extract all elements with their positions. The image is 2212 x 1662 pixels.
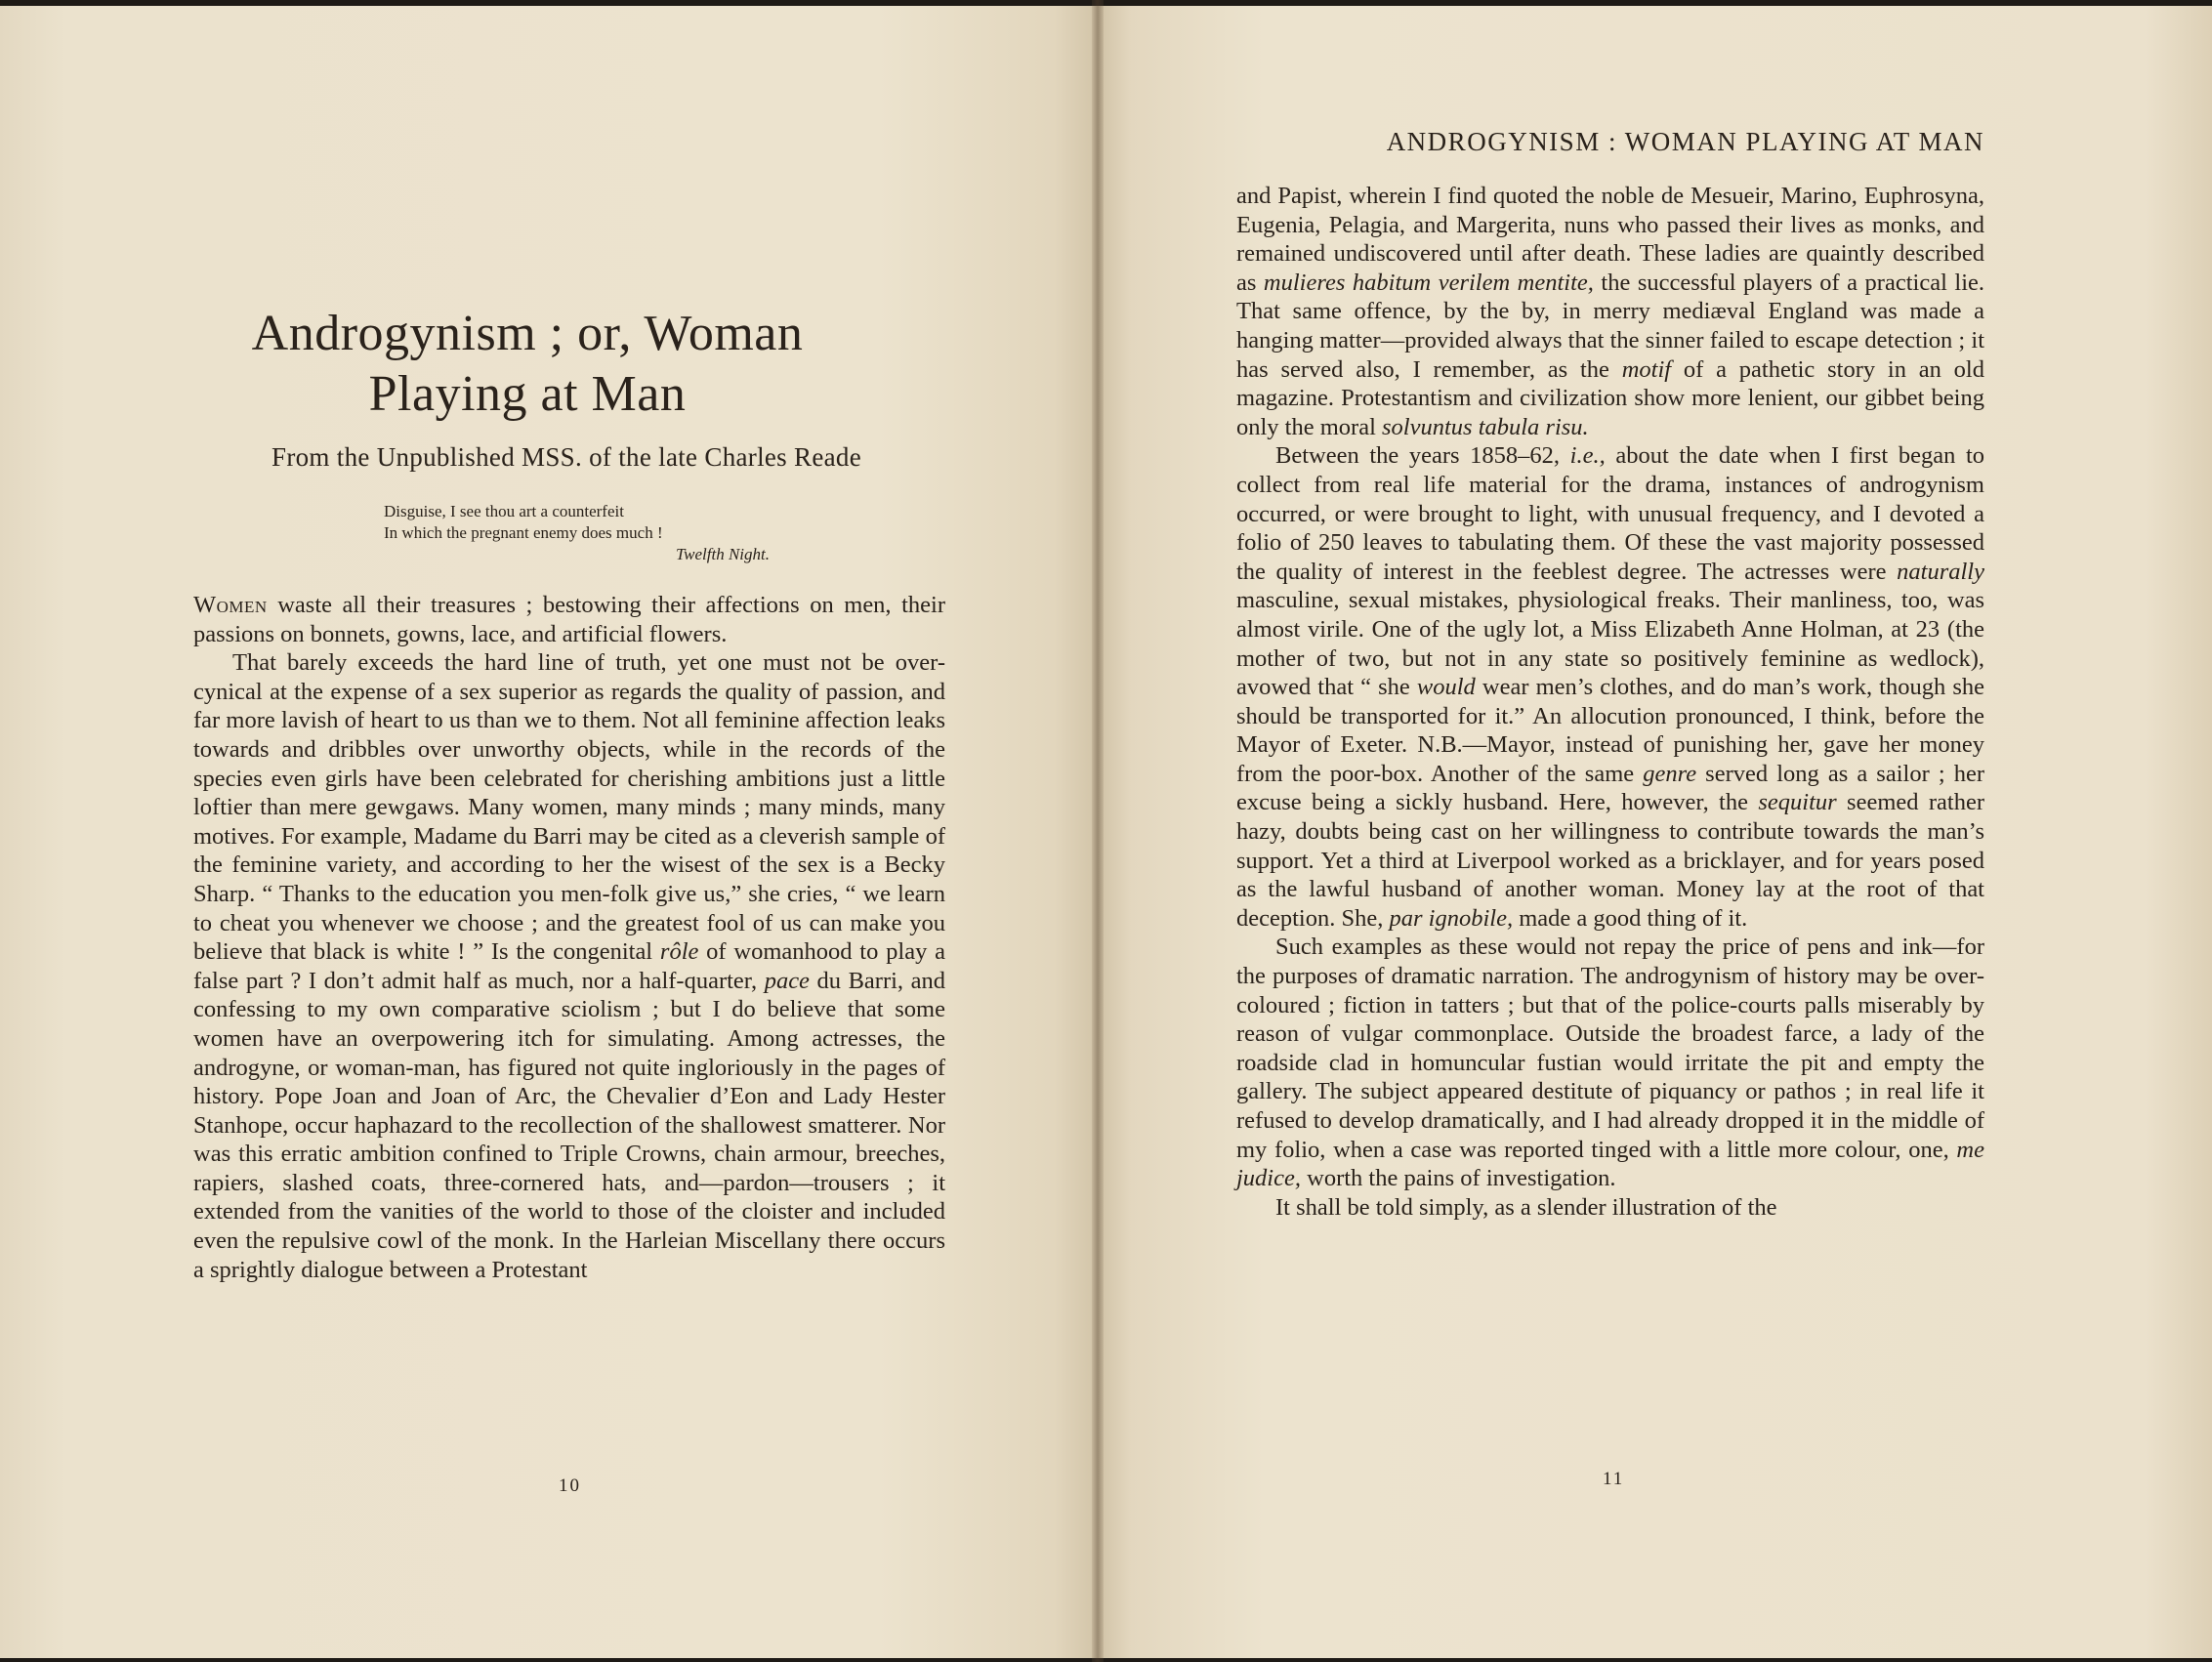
title-line-2: Playing at Man <box>368 366 687 422</box>
italic-term: naturally <box>1897 558 1984 585</box>
running-head: ANDROGYNISM : WOMAN PLAYING AT MAN <box>1386 127 1984 156</box>
italic-term: i.e., <box>1569 442 1606 470</box>
paragraph: Women waste all their treasures ; bestowing their affections on men, their passions on bonnets, gowns, lace, and artificial flowers. <box>193 592 945 647</box>
paragraph: It shall be told simply, as a slender illustration of the <box>1275 1193 1777 1221</box>
italic-term: motif <box>1621 355 1672 383</box>
epigraph-line-1: Disguise, I see thou art a counterfeit <box>384 502 624 520</box>
page-number: 11 <box>1603 1469 1625 1489</box>
page-number: 10 <box>559 1475 581 1496</box>
paragraph: Such examples as these would not repay the price of pens and ink—for the purposes of dramatic narration. The androgynism of history may be over-coloured ; fiction in tatters ; but that of the police-courts palls miserably by reason of vulgar commonplace. Outside the broadest farce, a lady of the roadside clad in homuncular fustian would irritate the pit and empty the gallery. The subject appeared destitute of piquancy or pathos ; in real life it refused to develop dramatically, and I had already dropped it in the middle of my folio, when a case was reported tinged with a little more colour, one, me judice, worth the pains of investigation. <box>1236 934 1984 1192</box>
article-title <box>195 304 859 425</box>
book-gutter <box>1092 0 1104 1662</box>
italic-term: sequitur <box>1758 789 1837 816</box>
title-line-1: Androgynism ; or, Woman <box>251 306 804 361</box>
right-body-text <box>1236 182 1984 1222</box>
left-page <box>0 6 1098 1658</box>
paragraph: That barely exceeds the hard line of truth, yet one must not be over-cynical at the expense of a sex superior as regards the quality of passion, and far more lavish of heart to us than we to them. Not all feminine affection leaks towards and dribbles over unworthy objects, while in the records of the species even girls have been celebrated for cherishing ambitions just a little loftier than mere gewgaws. Many women, many minds ; many minds, many motives. For example, Madame du Barri may be cited as a cleverish sample of the feminine variety, and according to her the wisest of the sex is a Becky Sharp. “ Thanks to the education you men-folk give us,” she cries, “ we learn to cheat you whenever we choose ; and the greatest fool of us can make you believe that black is white ! ” Is the congenital rôle of womanhood to play a false part ? I don’t admit half as much, nor a half-quarter, pace du Barri, and confessing to my own comparative sciolism ; but I do believe that some women have an overpowering itch for simulating. Among actresses, the androgyne, or woman-man, has figured not quite ingloriously in the pages of history. Pope Joan and Joan of Arc, the Chevalier d’Eon and Lady Hester Stanhope, occur haphazard to the recollection of the shallowest smatterer. Nor was this erratic ambition confined to Triple Crowns, chain armour, breeches, rapiers, slashed coats, three-cornered hats, and—pardon—trousers ; it extended from the vanities of the world to those of the cloister and included even the repulsive cowl of the monk. In the Harleian Miscellany there occurs a sprightly dialogue between a Protestant <box>193 649 945 1283</box>
italic-term: would <box>1416 674 1476 701</box>
lead-word: Women <box>193 592 268 618</box>
right-page <box>1098 6 2212 1658</box>
left-body-text <box>193 591 945 1284</box>
italic-term: pace <box>764 967 810 994</box>
epigraph <box>384 501 770 565</box>
paragraph: and Papist, wherein I find quoted the noble de Mesueir, Marino, Euphrosyna, Eugenia, Pelagia, and Margerita, nuns who passed their lives as monks, and remained undiscovered until after death. These ladies are quaintly described as mulieres habitum verilem mentite, the successful players of a practical lie. That same offence, by the by, in merry mediæval England was made a hanging matter—provided always that the sinner failed to escape detection ; it has served also, I remember, as the motif of a pathetic story in an old magazine. Protestantism and civilization show more lenient, our gibbet being only the moral solvuntus tabula risu. <box>1236 183 1984 440</box>
italic-term: mulieres habitum verilem mentite, <box>1263 269 1594 296</box>
italic-term: me judice, <box>1236 1136 1984 1192</box>
italic-term: solvuntus tabula risu. <box>1382 413 1589 440</box>
italic-term: genre <box>1643 760 1697 787</box>
epigraph-source: Twelfth Night. <box>675 545 770 563</box>
epigraph-line-2: In which the pregnant enemy does much ! <box>384 523 663 542</box>
italic-term: rôle <box>659 938 699 966</box>
italic-term: par ignobile, <box>1389 904 1514 932</box>
article-subtitle: From the Unpublished MSS. of the late Charles Reade <box>271 442 861 472</box>
paragraph: Between the years 1858–62, i.e., about the date when I first began to collect from real life material for the drama, instances of androgynism occurred, or were brought to light, with unusual frequency, and I devoted a folio of 250 leaves to tabulating them. Of these the vast majority possessed the quality of interest in the feeblest degree. The actresses were naturally masculine, sexual mistakes, physiological freaks. Their manliness, too, was almost virile. One of the ugly lot, a Miss Elizabeth Anne Holman, at 23 (the mother of two, but not in any state so positively feminine as wedlock), avowed that “ she would wear men’s clothes, and do man’s work, though she should be transported for it.” An allocution pronounced, I think, before the Mayor of Exeter. N.B.—Mayor, instead of punishing her, gave her money from the poor-box. Another of the same genre served long as a sailor ; her excuse being a sickly husband. Here, however, the sequitur seemed rather hazy, doubts being cast on her willingness to contribute towards the man’s support. Yet a third at Liverpool worked as a bricklayer, and for years posed as the lawful husband of another woman. Money lay at the root of that deception. She, par ignobile, made a good thing of it. <box>1236 442 1984 932</box>
